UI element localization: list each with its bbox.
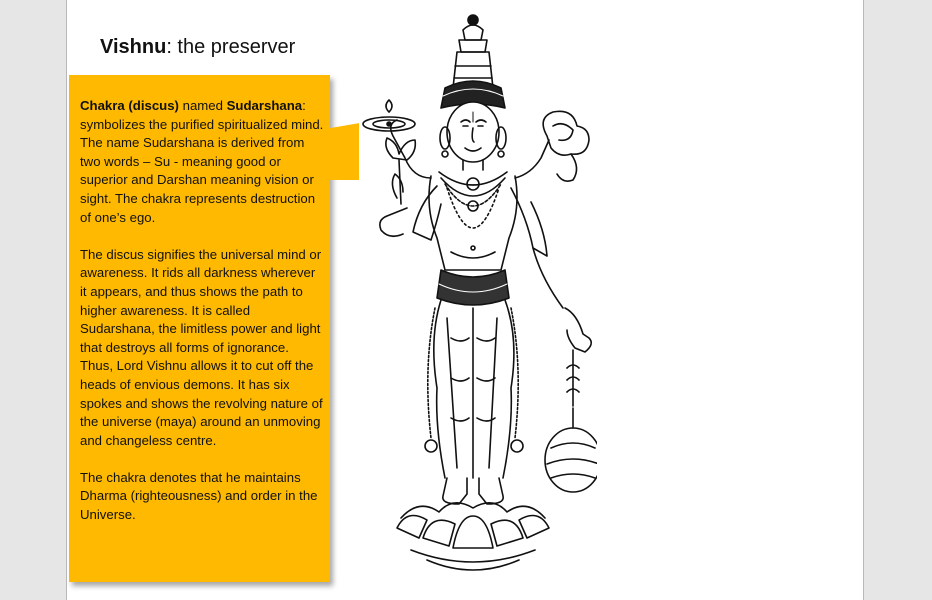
sudarshana-label: Sudarshana xyxy=(226,98,303,113)
callout-paragraph-2: The discus signifies the universal mind or awareness. It rids all darkness wherever it appears, and thus shows the path to higher awareness. It is called Sudarshana, the limitless power and light that destroys all forms of ignorance. Thus, Lord Vishnu allows it to cut off the heads of envious demons. It has six spokes and shows the revolving nature of the universe (maya) around an unmoving and changeless centre. xyxy=(80,246,323,448)
callout-paragraph-3: The chakra denotes that he maintains Dharma (righteousness) and order in the Universe. xyxy=(80,469,318,523)
callout-paragraph-1 xyxy=(80,97,324,227)
chakra-label: Chakra (discus) xyxy=(80,98,179,113)
head-drawing xyxy=(440,102,506,162)
crown-drawing xyxy=(441,15,505,108)
title-rest: : the preserver xyxy=(166,36,296,58)
title-bold: Vishnu xyxy=(100,36,167,58)
p1-text-2: : symbolizes the purified spiritualized mind. The name Sudarshana is derived from two words – Su - meaning good or superior and Darshan meaning vision or sight. The chakra represents destruction of one’s ego. xyxy=(80,98,324,225)
callout-text xyxy=(80,97,324,543)
lotus-base-drawing xyxy=(397,503,549,570)
slide xyxy=(66,0,864,600)
p1-text-1: named xyxy=(178,98,227,113)
callout-box xyxy=(69,75,330,582)
feet-drawing xyxy=(443,478,503,504)
garment-drawing xyxy=(425,270,523,478)
vishnu-illustration xyxy=(327,8,597,583)
necklaces-drawing xyxy=(439,160,507,228)
right-arms-drawing xyxy=(511,111,597,492)
discus-drawing xyxy=(363,100,415,131)
